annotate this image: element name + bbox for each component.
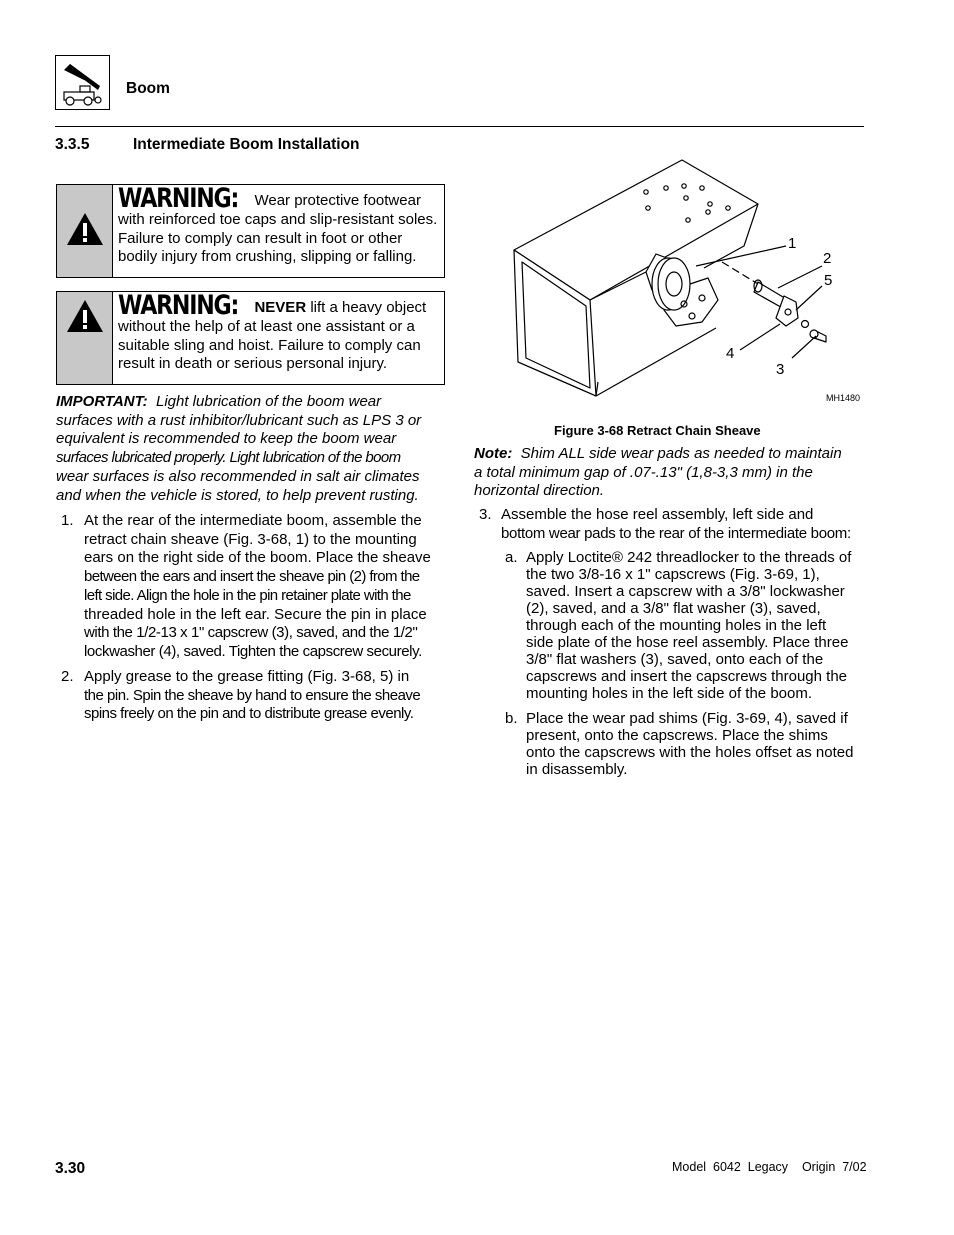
substep-line: in disassembly. (526, 761, 628, 778)
substep-text (526, 710, 853, 778)
procedure-substep-b (505, 710, 865, 782)
step-text (501, 506, 851, 543)
important-line: equivalent is recommended to keep the boom wear (56, 430, 397, 448)
substep-line: through each of the mounting holes in the left (526, 617, 827, 634)
substep-line: capscrews and insert the capscrews through the (526, 668, 847, 685)
note-paragraph (474, 445, 866, 501)
substep-line: side plate of the hose reel assembly. Place three (526, 634, 849, 651)
step-text (84, 668, 420, 724)
figure-code: MH1480 (826, 393, 861, 403)
figure-caption: Figure 3-68 Retract Chain Sheave (554, 423, 761, 438)
substep-line: the two 3/8-16 x 1" capscrews (Fig. 3-69, 1), (526, 566, 820, 583)
substep-letter: b. (505, 710, 518, 727)
step-line: bottom wear pads to the rear of the intermediate boom: (501, 524, 851, 542)
step-number: 3. (479, 506, 492, 523)
section-heading (55, 136, 360, 154)
procedure-step-1 (56, 512, 448, 672)
step-line: spins freely on the pin and to distribute grease evenly. (84, 705, 414, 723)
warning-line: bodily injury from crushing, slipping or falling. (118, 248, 417, 266)
exclamation-triangle-icon (65, 211, 105, 247)
step-line: At the rear of the intermediate boom, assemble the (84, 512, 422, 529)
warning-line: result in death or serious personal injury. (118, 355, 388, 373)
step-number: 1. (61, 512, 74, 529)
section-name: Boom (126, 80, 170, 97)
substep-line: Apply Loctite® 242 threadlocker to the threads of (526, 549, 852, 566)
page-number: 3.30 (55, 1160, 86, 1177)
substep-line: saved. Insert a capscrew with a 3/8" lockwasher (526, 583, 845, 600)
step-line: the pin. Spin the sheave by hand to ensure the sheave (84, 686, 421, 704)
step-line: between the ears and insert the sheave pin (2) from the (84, 568, 420, 586)
boom-vehicle-icon (55, 55, 110, 110)
important-line: wear surfaces is also recommended in salt air climates (56, 467, 420, 485)
procedure-step-2 (56, 668, 448, 728)
callout-5: 5 (824, 272, 833, 289)
important-line: surfaces with a rust inhibitor/lubricant such as LPS 3 or (56, 411, 422, 429)
substep-line: present, onto the capscrews. Place the shims (526, 727, 828, 744)
warning-line: Wear protective footwear (254, 192, 421, 209)
warning-heading: WARNING: (118, 290, 239, 321)
warning-line: Failure to comply can result in foot or other (118, 229, 403, 247)
substep-line: (2), saved, and a 3/8" flat washer (3), saved, (526, 600, 821, 617)
step-line: ears on the right side of the boom. Place the sheave (84, 549, 431, 567)
section-number: 3.3.5 (55, 136, 90, 153)
callout-3: 3 (776, 361, 785, 378)
note-line: Shim ALL side wear pads as needed to maintain (512, 445, 842, 462)
step-line: with the 1/2-13 x 1" capscrew (3), saved, and the 1/2" (84, 624, 418, 642)
substep-letter: a. (505, 549, 518, 566)
warning-line: with reinforced toe caps and slip-resistant soles. (118, 210, 438, 228)
substep-line: 3/8" flat washers (3), saved, onto each of the (526, 651, 824, 668)
procedure-substep-a (505, 549, 865, 709)
callout-2: 2 (823, 250, 832, 267)
warning-sidebar (57, 185, 113, 277)
section-title: Intermediate Boom Installation (133, 136, 360, 153)
note-label: Note: (474, 445, 513, 462)
warning-line: lift a heavy object (306, 299, 427, 316)
procedure-step-3 (474, 506, 866, 546)
warning-line: suitable sling and hoist. Failure to comply can (118, 336, 421, 354)
step-text (84, 512, 431, 662)
step-line: Assemble the hose reel assembly, left side and (501, 506, 814, 523)
header-rule (55, 126, 864, 127)
substep-line: mounting holes in the left side of the boom. (526, 685, 813, 702)
step-line: threaded hole in the left ear. Secure the pin in place (84, 605, 427, 623)
step-number: 2. (61, 668, 74, 685)
note-line: horizontal direction. (474, 482, 605, 500)
warning-emphasis: NEVER (254, 299, 307, 316)
substep-line: onto the capscrews with the holes offset as noted (526, 744, 854, 761)
step-line: lockwasher (4), saved. Tighten the capscrew securely. (84, 642, 422, 660)
warning-sidebar (57, 292, 113, 384)
important-label: IMPORTANT: (56, 393, 148, 410)
callout-1: 1 (788, 235, 797, 252)
footer-model-info: Model 6042 Legacy Origin 7/02 (672, 1160, 867, 1174)
important-paragraph (56, 393, 448, 505)
exclamation-triangle-icon (65, 298, 105, 334)
warning-heading: WARNING: (118, 183, 239, 214)
warning-text (118, 183, 438, 267)
step-line: left side. Align the hole in the pin retainer plate with the (84, 586, 411, 604)
important-line: and when the vehicle is stored, to help prevent rusting. (56, 486, 419, 504)
warning-box-footwear (56, 184, 445, 278)
step-line: Apply grease to the grease fitting (Fig. 3-68, 5) in (84, 668, 410, 685)
callout-4: 4 (726, 345, 735, 362)
warning-text (118, 290, 438, 374)
warning-box-heavy-object (56, 291, 445, 385)
note-line: a total minimum gap of .07-.13" (1,8-3,3 mm) in the (474, 463, 813, 481)
substep-line: Place the wear pad shims (Fig. 3-69, 4), saved if (526, 710, 848, 727)
step-line: retract chain sheave (Fig. 3-68, 1) to the mounting (84, 530, 417, 548)
important-line: surfaces lubricated properly. Light lubrication of the boom (56, 449, 401, 467)
substep-text (526, 549, 851, 702)
warning-line: without the help of at least one assistant or a (118, 317, 415, 335)
retract-chain-sheave-figure (496, 150, 864, 410)
important-line: Light lubrication of the boom wear (147, 393, 382, 410)
